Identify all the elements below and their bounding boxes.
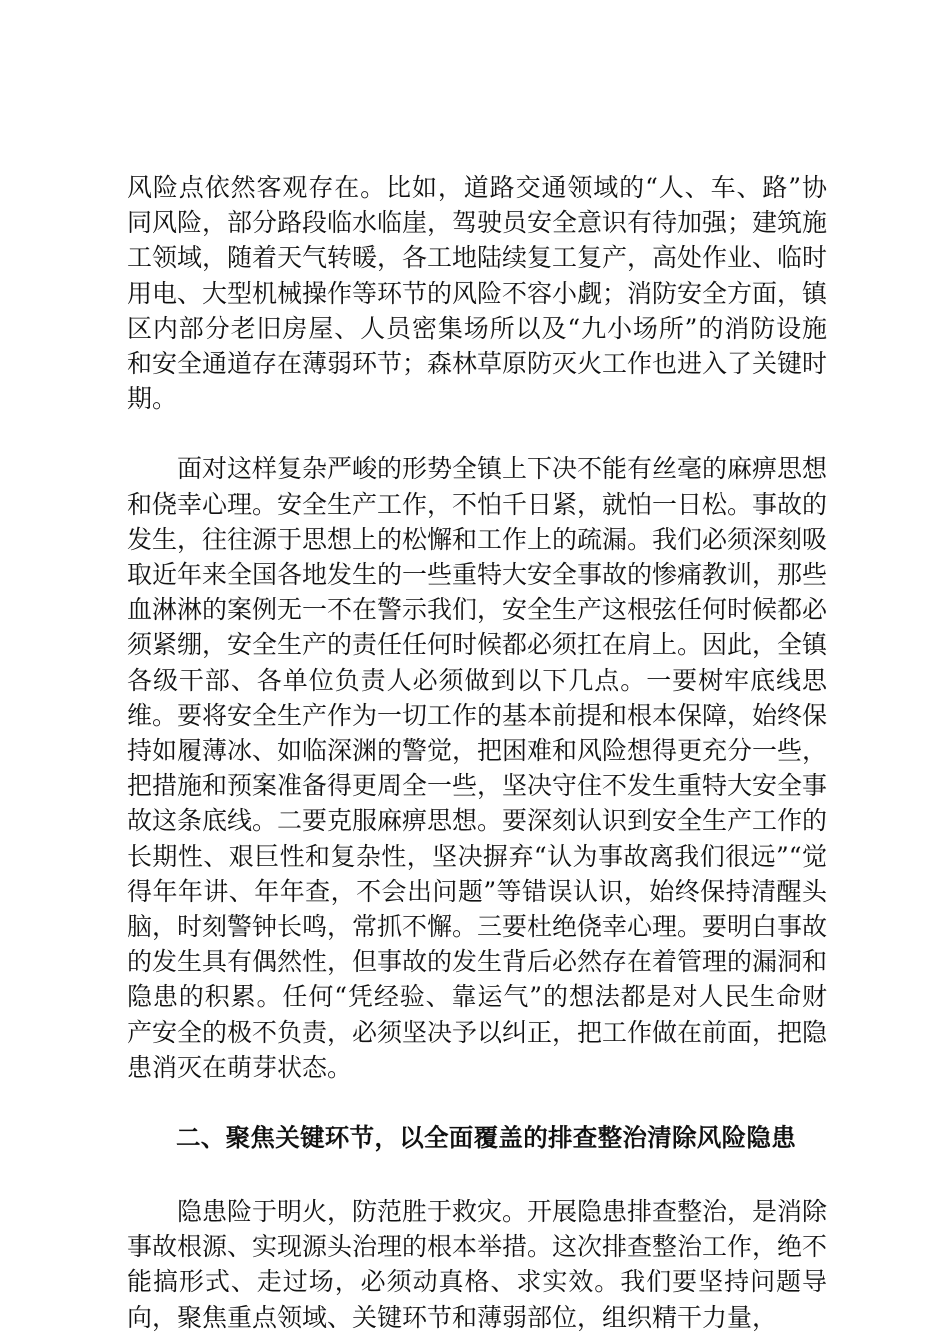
document-page (127, 170, 827, 1335)
paragraph-safety-mindset: 面对这样复杂严峻的形势全镇上下决不能有丝毫的麻痹思想和侥幸心理。安全生产工作，不怕千日紧，就怕一日松。事故的发生，往往源于思想上的松懈和工作上的疏漏。我们必须深刻吸取近年来全国各地发生的一些重特大安全事故的惨痛教训，那些血淋淋的案例无一不在警示我们，安全生产这根弦任何时候都必须紧绷，安全生产的责任任何时候都必须扛在肩上。因此，全镇各级干部、各单位负责人必须做到以下几点。一要树牢底线思维。要将安全生产作为一切工作的基本前提和根本保障，始终保持如履薄冰、如临深渊的警觉，把困难和风险想得更充分一些，把措施和预案准备得更周全一些，坚决守住不发生重特大安全事故这条底线。二要克服麻痹思想。要深刻认识到安全生产工作的长期性、艰巨性和复杂性，坚决摒弃“认为事故离我们很远”“觉得年年讲、年年查，不会出问题”等错误认识，始终保持清醒头脑，时刻警钟长鸣，常抓不懈。三要杜绝侥幸心理。要明白事故的发生具有偶然性，但事故的发生背后必然存在着管理的漏洞和隐患的积累。任何“凭经验、靠运气”的想法都是对人民生命财产安全的极不负责，必须坚决予以纠正，把工作做在前面，把隐患消灭在萌芽状态。 (127, 454, 828, 1082)
paragraph-hazard-inspection: 隐患险于明火，防范胜于救灾。开展隐患排查整治，是消除事故根源、实现源头治理的根本举措。这次排查整治工作，绝不能搞形式、走过场，必须动真格、求实效。我们要坚持问题导向，聚焦重点领域、关键环节和薄弱部位，组织精干力量， (127, 1197, 828, 1332)
section-heading: 二、聚焦关键环节，以全面覆盖的排查整治清除风险隐患 (176, 1123, 796, 1153)
paragraph-risk-points: 风险点依然客观存在。比如，道路交通领域的“人、车、路”协同风险，部分路段临水临崖，驾驶员安全意识有待加强；建筑施工领域，随着天气转暖，各工地陆续复工复产，高处作业、临时用电、大型机械操作等环节的风险不容小觑；消防安全方面，镇区内部分老旧房屋、人员密集场所以及“九小场所”的消防设施和安全通道存在薄弱环节；森林草原防灭火工作也进入了关键时期。 (127, 173, 828, 414)
